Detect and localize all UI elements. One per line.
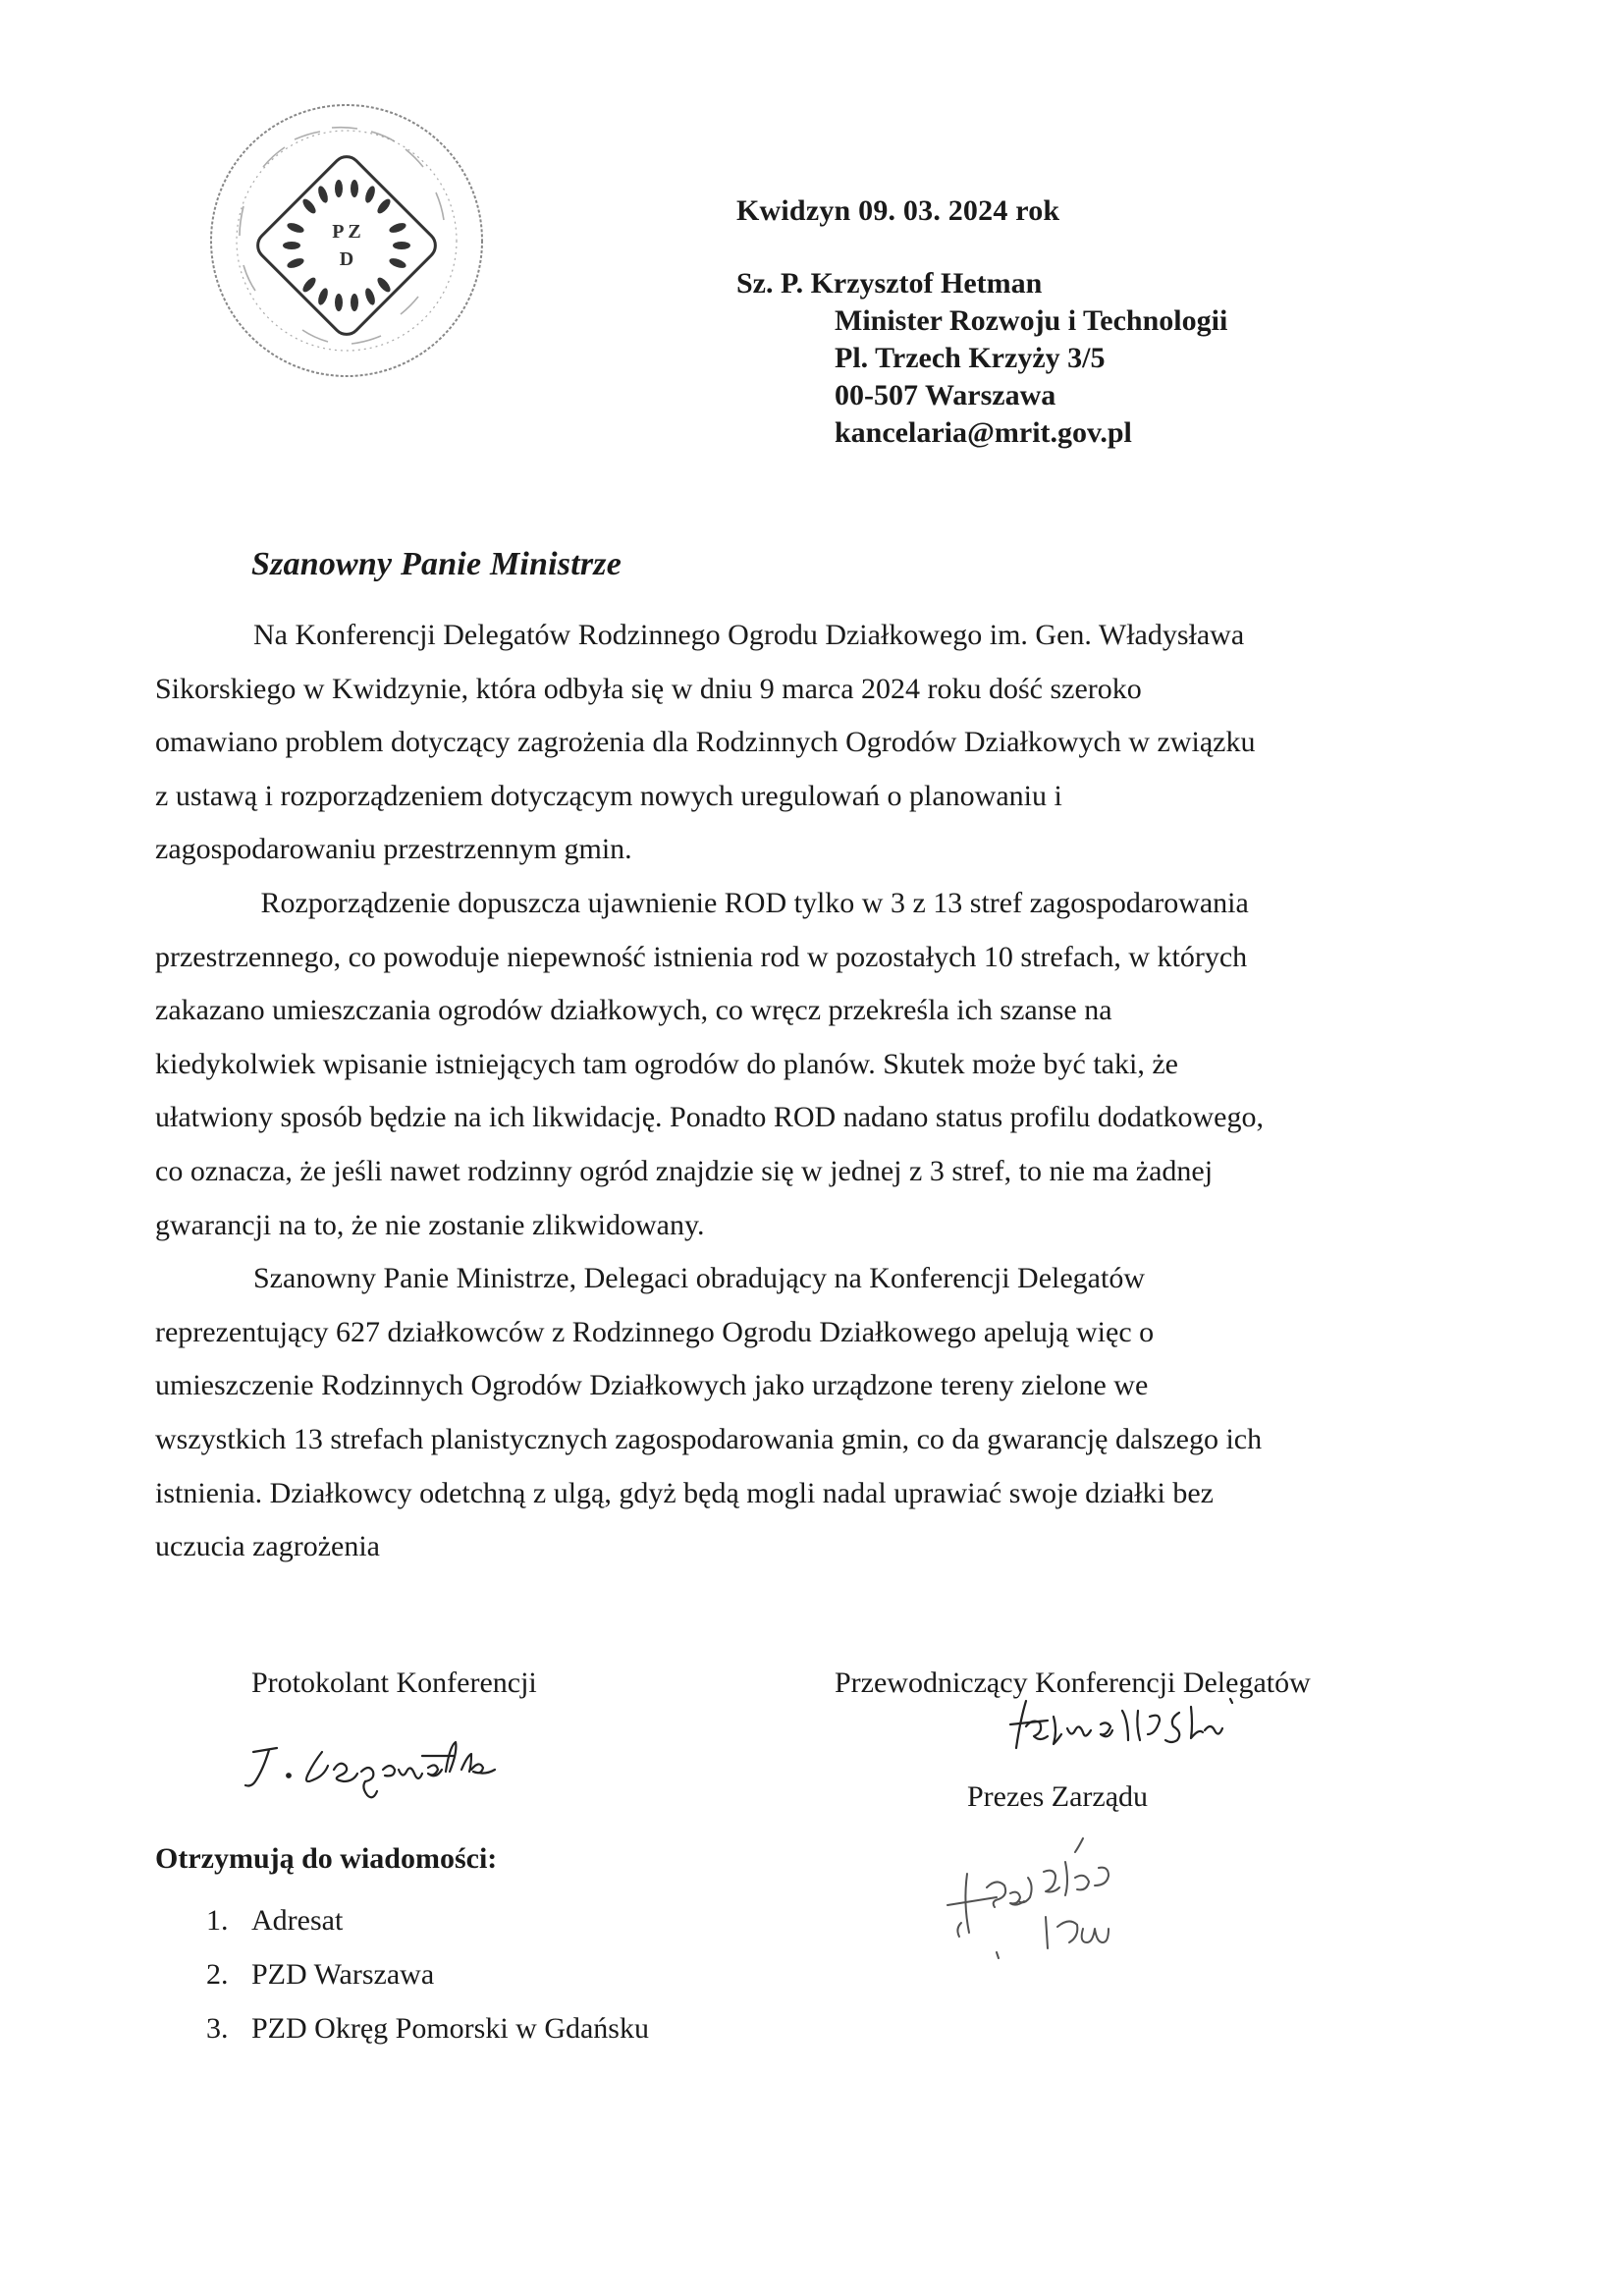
letter-date: Kwidzyn 09. 03. 2024 rok (736, 194, 1060, 227)
body-line: ułatwiony sposób będzie na ich likwidację. Ponadto ROD nadano status profilu dodatkowego, (155, 1101, 1264, 1134)
list-item-label: PZD Warszawa (251, 1958, 435, 1991)
body-line: gwarancji na to, że nie zostanie zlikwidowany. (155, 1208, 705, 1241)
list-item (206, 2001, 649, 2055)
body-line: Sikorskiego w Kwidzynie, która odbyła się w dniu 9 marca 2024 roku dość szeroko (155, 672, 1142, 705)
body-line: Szanowny Panie Ministrze, Delegaci obradujący na Konferencji Delegatów (253, 1262, 1145, 1295)
distribution-title: Otrzymują do wiadomości: (155, 1842, 498, 1875)
paragraph-2 (155, 877, 1397, 1252)
body-line: wszystkich 13 strefach planistycznych zagospodarowania gmin, co da gwarancję dalszego ich (155, 1422, 1263, 1455)
recipient-city: 00-507 Warszawa (835, 379, 1056, 411)
list-item-label: PZD Okręg Pomorski w Gdańsku (251, 2012, 649, 2045)
distribution-list (206, 1893, 649, 2055)
protocol-keeper-title: Protokolant Konferencji (251, 1667, 537, 1699)
list-item-number: 1. (206, 1904, 229, 1937)
stamp-center-top: P Z (332, 221, 361, 243)
body-line: zagospodarowaniu przestrzennym gmin. (155, 833, 632, 866)
body-line: umieszczenie Rodzinnych Ogrodów Działkowych jako urządzone tereny zielone we (155, 1369, 1149, 1402)
protocol-keeper-signature (236, 1726, 560, 1805)
list-item (206, 1947, 649, 2001)
recipient-street: Pl. Trzech Krzyży 3/5 (835, 342, 1106, 374)
body-line: zakazano umieszczania ogrodów działkowych, co wręcz przekreśla ich szanse na (155, 994, 1112, 1027)
recipient-title: Minister Rozwoju i Technologii (835, 304, 1228, 337)
body-line: omawiano problem dotyczący zagrożenia dla Rodzinnych Ogrodów Działkowych w związku (155, 726, 1256, 759)
list-item-number: 3. (206, 2012, 229, 2045)
paragraph-3 (155, 1252, 1397, 1574)
body-line: Na Konferencji Delegatów Rodzinnego Ogrodu Działkowego im. Gen. Władysława (253, 619, 1245, 651)
recipient-email: kancelaria@mrit.gov.pl (835, 416, 1132, 449)
salutation: Szanowny Panie Ministrze (251, 546, 622, 582)
body-line: reprezentujący 627 działkowców z Rodzinnego Ogrodu Działkowego apelują więc o (155, 1315, 1155, 1348)
addressee-block (736, 265, 1227, 452)
body-line: uczucia zagrożenia (155, 1530, 380, 1563)
body-line: z ustawą i rozporządzeniem dotyczącym nowych uregulowań o planowaniu i (155, 779, 1062, 812)
chairman-signature (987, 1691, 1311, 1760)
body-line: co oznacza, że jeśli nawet rodzinny ogród znajdzie się w jednej z 3 stref, to nie ma żadnej (155, 1154, 1214, 1187)
body-line: istnienia. Działkowcy odetchną z ulgą, gdyż będą mogli nadal uprawiać swoje działki bez (155, 1476, 1214, 1509)
list-item-label: Adresat (251, 1904, 344, 1937)
board-president-title: Prezes Zarządu (967, 1780, 1149, 1813)
letter-body (155, 609, 1397, 1574)
organization-stamp (204, 98, 489, 383)
recipient-name: Sz. P. Krzysztof Hetman (736, 267, 1043, 300)
board-president-signature (938, 1834, 1173, 1982)
list-item-number: 2. (206, 1958, 229, 1991)
body-line: przestrzennego, co powoduje niepewność istnienia rod w pozostałych 10 strefach, w których (155, 940, 1248, 973)
body-line: kiedykolwiek wpisanie istniejących tam ogrodów do planów. Skutek może być taki, że (155, 1047, 1178, 1080)
list-item (206, 1893, 649, 1947)
stamp-center-bottom: D (339, 248, 354, 270)
body-line: Rozporządzenie dopuszcza ujawnienie ROD tylko w 3 z 13 stref zagospodarowania (253, 886, 1249, 919)
chairman-title: Przewodniczący Konferencji Delegatów (835, 1667, 1311, 1699)
paragraph-1 (155, 609, 1397, 877)
